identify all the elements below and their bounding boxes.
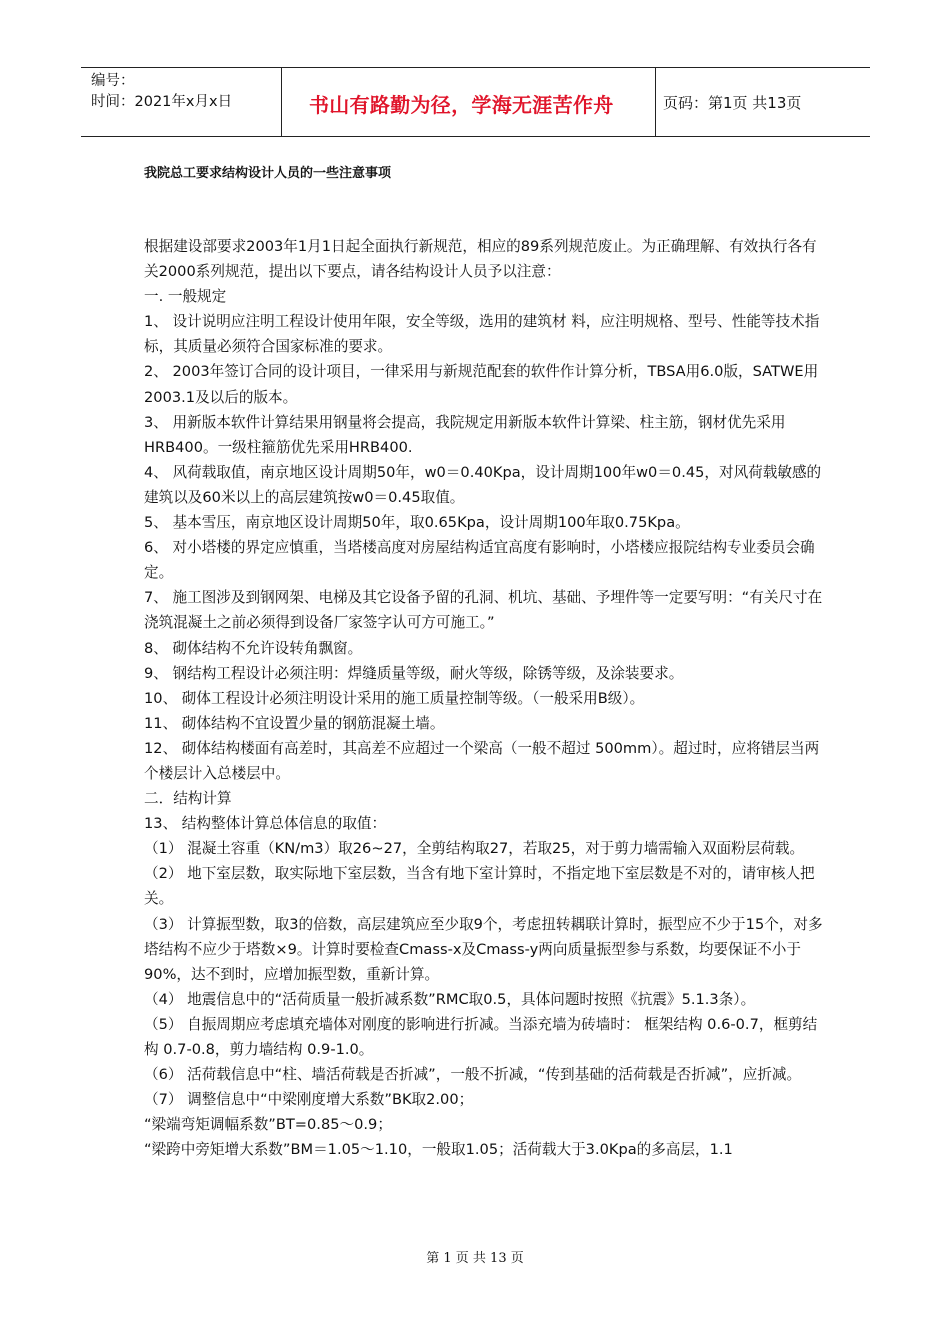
page-footer	[0, 1247, 950, 1266]
body-paragraph: 10、 砌体工程设计必须注明设计采用的施工质量控制等级。（一般采用B级）。	[144, 689, 645, 707]
body-paragraph: （7） 调整信息中“中梁刚度增大系数”BK取2.00；	[144, 1091, 474, 1109]
body-paragraph: 根据建设部要求2003年1月1日起全面执行新规范，相应的89系列规范废止。为正确理解、有效执行各有关2000系列规范，提出以下要点，请各结构设计人员予以注意：	[144, 238, 817, 281]
body-paragraph: 9、 钢结构工程设计必须注明：焊缝质量等级，耐火等级，除锈等级，及涂装要求。	[144, 664, 684, 682]
header-motto-cell	[282, 68, 656, 136]
body-paragraph: （1） 混凝土容重（KN/m3）取26~27，全剪结构取27，若取25，对于剪力墙需输入双面粉层荷载。	[144, 840, 805, 858]
body-paragraph: 5、 基本雪压，南京地区设计周期50年，取0.65Kpa，设计周期100年取0.75Kpa。	[144, 514, 690, 532]
body-paragraph: 一. 一般规定	[144, 288, 227, 306]
page-info: 页码：第1页 共13页	[663, 93, 802, 112]
time-label: 时间：2021年x月x日	[91, 94, 233, 110]
number-label: 编号：	[91, 73, 135, 89]
body-paragraph: （6） 活荷载信息中“柱、墙活荷载是否折减”，一般不折减，“传到基础的活荷载是否折减”，应折减。	[144, 1066, 802, 1084]
body-paragraph: 7、 施工图涉及到钢网架、电梯及其它设备予留的孔洞、机坑、基础、予埋件等一定要写明：“有关尺寸在浇筑混凝土之前必须得到设备厂家签字认可方可施工。”	[144, 589, 823, 632]
document-body	[144, 234, 824, 1162]
body-paragraph: 二．结构计算	[144, 790, 232, 808]
body-paragraph: 6、 对小塔楼的界定应慎重，当塔楼高度对房屋结构适宜高度有影响时，小塔楼应报院结构专业委员会确定。	[144, 539, 815, 582]
body-paragraph: （3） 计算振型数，取3的倍数，高层建筑应至少取9个，考虑扭转耦联计算时，振型应不少于15个，对多塔结构不应少于塔数×9。计算时要检查Cmass-x及Cmass-y两向质量振型参与系数，均要保证不小于90%，达不到时，应增加振型数，重新计算。	[144, 915, 823, 983]
body-paragraph: 8、 砌体结构不允许设转角飘窗。	[144, 639, 363, 657]
body-paragraph: （4） 地震信息中的“活荷质量一般折减系数”RMC取0.5，具体问题时按照《抗震》5.1.3条）。	[144, 990, 756, 1008]
body-paragraph: （2） 地下室层数，取实际地下室层数，当含有地下室计算时，不指定地下室层数是不对的，请审核人把关。	[144, 865, 815, 908]
body-paragraph: 1、 设计说明应注明工程设计使用年限，安全等级，选用的建筑材 料，应注明规格、型号、性能等技术指标，其质量必须符合国家标准的要求。	[144, 313, 820, 356]
header-page-cell	[656, 68, 870, 136]
body-paragraph: 3、 用新版本软件计算结果用钢量将会提高，我院规定用新版本软件计算梁、柱主筋，钢材优先采用HRB400。一级柱箍筋优先采用HRB400.	[144, 413, 786, 456]
body-paragraph: 4、 风荷载取值，南京地区设计周期50年，w0＝0.40Kpa，设计周期100年w0＝0.45，对风荷载敏感的建筑以及60米以上的高层建筑按w0＝0.45取值。	[144, 463, 822, 506]
header-meta-cell	[81, 68, 282, 136]
footer-page-text: 第 1 页 共 13 页	[426, 1251, 524, 1266]
body-paragraph: 11、 砌体结构不宜设置少量的钢筋混凝土墙。	[144, 714, 445, 732]
body-paragraph: 12、 砌体结构楼面有高差时，其高差不应超过一个梁高（一般不超过 500mm）。超过时，应将错层当两个楼层计入总楼层中。	[144, 739, 820, 782]
motto-text: 书山有路勤为径，学海无涯苦作舟	[309, 92, 614, 117]
body-paragraph: “梁跨中旁矩增大系数”BM＝1.05～1.10，一般取1.05；活荷载大于3.0Kpa的多高层，1.1	[144, 1141, 733, 1159]
body-paragraph: 2、 2003年签订合同的设计项目，一律采用与新规范配套的软件作计算分析，TBSA用6.0版，SATWE用2003.1及以后的版本。	[144, 363, 819, 406]
document-title: 我院总工要求结构设计人员的一些注意事项	[144, 166, 392, 181]
body-paragraph: （5） 自振周期应考虑填充墙体对刚度的影响进行折减。当添充墙为砖墙时： 框架结构 0.6-0.7，框剪结构 0.7-0.8，剪力墙结构 0.9-1.0。	[144, 1015, 818, 1058]
body-paragraph: 13、 结构整体计算总体信息的取值：	[144, 815, 387, 833]
body-paragraph: “梁端弯矩调幅系数”BT=0.85～0.9；	[144, 1116, 392, 1134]
header-table	[81, 67, 870, 137]
